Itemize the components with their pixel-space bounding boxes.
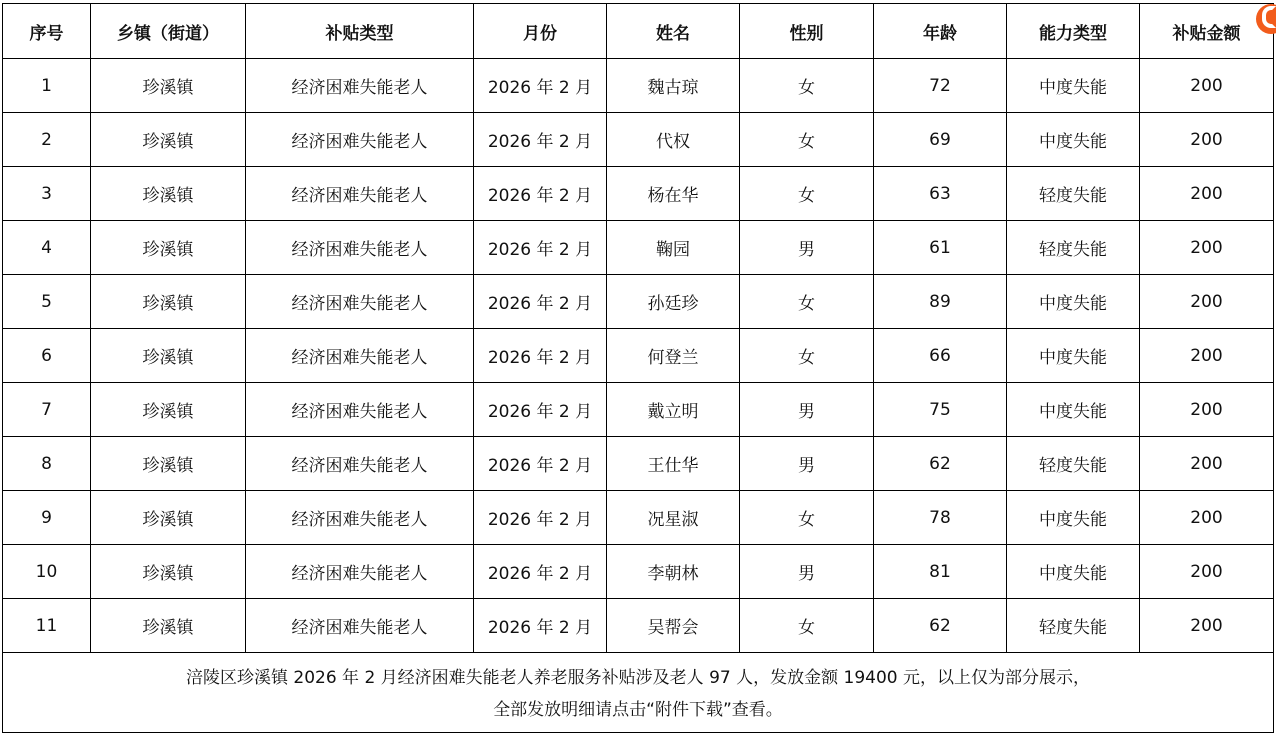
cell-name: 况星淑: [607, 491, 740, 545]
table-body: [3, 59, 1274, 653]
cell-subsidy-type: 经济困难失能老人: [246, 491, 474, 545]
cell-age: 75: [874, 383, 1007, 437]
cell-subsidy-type: 经济困难失能老人: [246, 59, 474, 113]
header-month: 月份: [474, 4, 607, 59]
cell-gender: 男: [740, 221, 874, 275]
cell-township: 珍溪镇: [91, 167, 246, 221]
cell-township: 珍溪镇: [91, 599, 246, 653]
cell-age: 78: [874, 491, 1007, 545]
cell-age: 66: [874, 329, 1007, 383]
cell-gender: 男: [740, 545, 874, 599]
cell-gender: 男: [740, 437, 874, 491]
cell-age: 61: [874, 221, 1007, 275]
cell-township: 珍溪镇: [91, 329, 246, 383]
cell-serial: 2: [3, 113, 91, 167]
cell-subsidy-type: 经济困难失能老人: [246, 275, 474, 329]
logo-glyph: [1262, 6, 1276, 28]
cell-gender: 女: [740, 167, 874, 221]
cell-subsidy-amount: 200: [1140, 59, 1274, 113]
cell-serial: 4: [3, 221, 91, 275]
summary-note: [3, 653, 1274, 733]
cell-ability-type: 轻度失能: [1007, 221, 1140, 275]
cell-township: 珍溪镇: [91, 59, 246, 113]
cell-gender: 女: [740, 491, 874, 545]
cell-serial: 6: [3, 329, 91, 383]
cell-subsidy-type: 经济困难失能老人: [246, 221, 474, 275]
cell-month: 2026 年 2 月: [474, 59, 607, 113]
header-township: 乡镇（街道）: [91, 4, 246, 59]
cell-serial: 10: [3, 545, 91, 599]
cell-ability-type: 轻度失能: [1007, 599, 1140, 653]
cell-ability-type: 中度失能: [1007, 275, 1140, 329]
table-row: [3, 167, 1274, 221]
cell-name: 孙廷珍: [607, 275, 740, 329]
cell-ability-type: 中度失能: [1007, 491, 1140, 545]
cell-subsidy-type: 经济困难失能老人: [246, 113, 474, 167]
cell-township: 珍溪镇: [91, 383, 246, 437]
header-gender: 性别: [740, 4, 874, 59]
cell-month: 2026 年 2 月: [474, 167, 607, 221]
cell-ability-type: 中度失能: [1007, 383, 1140, 437]
cell-name: 代权: [607, 113, 740, 167]
cell-subsidy-amount: 200: [1140, 113, 1274, 167]
cell-age: 62: [874, 599, 1007, 653]
table-row: [3, 545, 1274, 599]
header-age: 年龄: [874, 4, 1007, 59]
header-subsidy-amount: 补贴金额: [1140, 4, 1274, 59]
cell-subsidy-type: 经济困难失能老人: [246, 437, 474, 491]
cell-township: 珍溪镇: [91, 113, 246, 167]
cell-month: 2026 年 2 月: [474, 383, 607, 437]
cell-ability-type: 中度失能: [1007, 59, 1140, 113]
cell-ability-type: 中度失能: [1007, 329, 1140, 383]
cell-month: 2026 年 2 月: [474, 599, 607, 653]
cell-subsidy-type: 经济困难失能老人: [246, 383, 474, 437]
cell-age: 72: [874, 59, 1007, 113]
cell-township: 珍溪镇: [91, 437, 246, 491]
cell-month: 2026 年 2 月: [474, 545, 607, 599]
cell-subsidy-type: 经济困难失能老人: [246, 167, 474, 221]
table-header-row: [3, 4, 1274, 59]
cell-age: 89: [874, 275, 1007, 329]
table-row: [3, 599, 1274, 653]
cell-subsidy-amount: 200: [1140, 221, 1274, 275]
cell-name: 魏古琼: [607, 59, 740, 113]
cell-name: 鞠园: [607, 221, 740, 275]
cell-serial: 5: [3, 275, 91, 329]
cell-ability-type: 轻度失能: [1007, 167, 1140, 221]
cell-subsidy-type: 经济困难失能老人: [246, 599, 474, 653]
cell-serial: 8: [3, 437, 91, 491]
header-serial: 序号: [3, 4, 91, 59]
cell-name: 王仕华: [607, 437, 740, 491]
table-row: [3, 221, 1274, 275]
header-subsidy-type: 补贴类型: [246, 4, 474, 59]
cell-ability-type: 中度失能: [1007, 113, 1140, 167]
cell-gender: 男: [740, 383, 874, 437]
table-row: [3, 383, 1274, 437]
table-row: [3, 329, 1274, 383]
cell-name: 吴帮会: [607, 599, 740, 653]
cell-name: 杨在华: [607, 167, 740, 221]
cell-gender: 女: [740, 275, 874, 329]
cell-month: 2026 年 2 月: [474, 491, 607, 545]
cell-subsidy-type: 经济困难失能老人: [246, 545, 474, 599]
cell-ability-type: 中度失能: [1007, 545, 1140, 599]
table-footer-row: [3, 653, 1274, 733]
cell-serial: 11: [3, 599, 91, 653]
cell-subsidy-amount: 200: [1140, 383, 1274, 437]
subsidy-table: [2, 3, 1274, 733]
header-ability-type: 能力类型: [1007, 4, 1140, 59]
cell-serial: 3: [3, 167, 91, 221]
header-name: 姓名: [607, 4, 740, 59]
cell-serial: 7: [3, 383, 91, 437]
cell-subsidy-amount: 200: [1140, 167, 1274, 221]
cell-age: 81: [874, 545, 1007, 599]
table-row: [3, 491, 1274, 545]
table-row: [3, 437, 1274, 491]
cell-month: 2026 年 2 月: [474, 221, 607, 275]
cell-ability-type: 轻度失能: [1007, 437, 1140, 491]
cell-age: 63: [874, 167, 1007, 221]
cell-gender: 女: [740, 59, 874, 113]
table-row: [3, 59, 1274, 113]
cell-subsidy-type: 经济困难失能老人: [246, 329, 474, 383]
cell-gender: 女: [740, 329, 874, 383]
cell-township: 珍溪镇: [91, 545, 246, 599]
summary-line-2: 全部发放明细请点击“附件下载”查看。: [493, 699, 783, 720]
cell-name: 戴立明: [607, 383, 740, 437]
cell-subsidy-amount: 200: [1140, 437, 1274, 491]
table-row: [3, 275, 1274, 329]
cell-subsidy-amount: 200: [1140, 491, 1274, 545]
cell-name: 何登兰: [607, 329, 740, 383]
cell-month: 2026 年 2 月: [474, 113, 607, 167]
cell-subsidy-amount: 200: [1140, 545, 1274, 599]
summary-line-1: 涪陵区珍溪镇 2026 年 2 月经济困难失能老人养老服务补贴涉及老人 97 人，发放金额 19400 元，以上仅为部分展示，: [185, 667, 1091, 688]
cell-month: 2026 年 2 月: [474, 275, 607, 329]
cell-gender: 女: [740, 599, 874, 653]
cell-name: 李朝林: [607, 545, 740, 599]
cell-township: 珍溪镇: [91, 491, 246, 545]
cell-township: 珍溪镇: [91, 275, 246, 329]
cell-subsidy-amount: 200: [1140, 275, 1274, 329]
cell-serial: 1: [3, 59, 91, 113]
cell-month: 2026 年 2 月: [474, 329, 607, 383]
cell-gender: 女: [740, 113, 874, 167]
table-row: [3, 113, 1274, 167]
cell-township: 珍溪镇: [91, 221, 246, 275]
cell-month: 2026 年 2 月: [474, 437, 607, 491]
cell-age: 62: [874, 437, 1007, 491]
cell-serial: 9: [3, 491, 91, 545]
cell-age: 69: [874, 113, 1007, 167]
cell-subsidy-amount: 200: [1140, 599, 1274, 653]
cell-subsidy-amount: 200: [1140, 329, 1274, 383]
